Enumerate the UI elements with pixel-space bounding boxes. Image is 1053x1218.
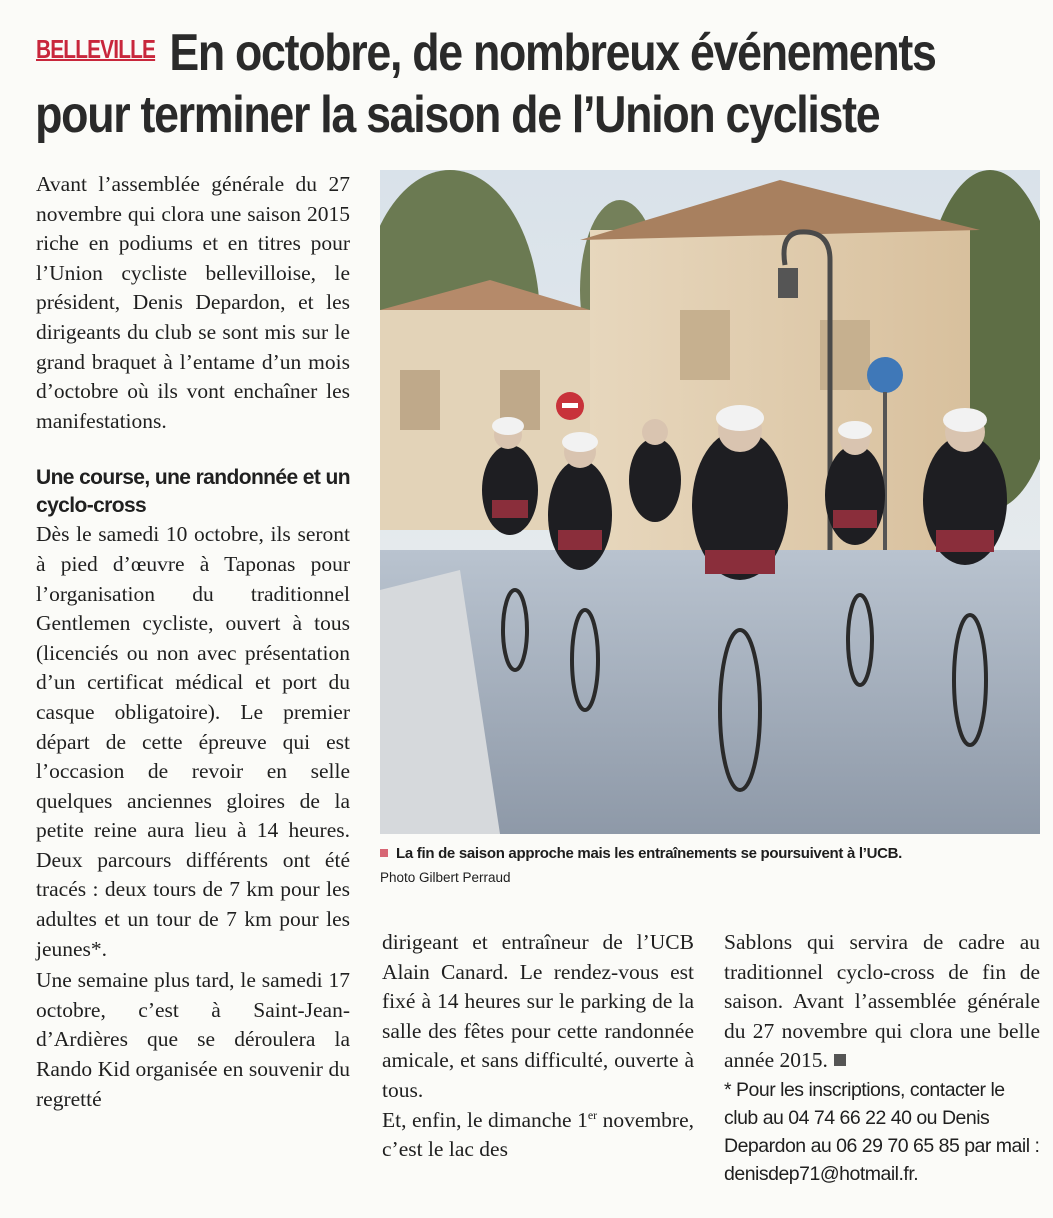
headline: [30, 22, 1040, 146]
body-paragraph-1: Dès le samedi 10 octobre, ils seront à pied d’œuvre à Taponas pour l’organisation du traditionnel Gentlemen cycliste, ouvert à tous (licenciés ou non avec présentation d’un certificat médical et port du casque obligatoire). Le premier départ de cette épreuve qui est l’occasion de revoir en selle quelques anciennes gloires de la petite reine aura lieu à 14 heures. Deux parcours différents ont été tracés : deux tours de 7 km pour les adultes et un tour de 7 km pour les jeunes*.: [36, 522, 350, 961]
headline-line-1: En octobre, de nombreux événements: [169, 24, 936, 82]
column-1: [36, 170, 350, 1114]
col2-paragraph-2: [382, 1106, 694, 1165]
caption-text-line: [380, 845, 902, 862]
body-paragraph-2: Une semaine plus tard, le samedi 17 octobre, c’est à Saint-Jean-d’Ardières que se déroulera la Rando Kid organisée en souvenir du regretté: [36, 968, 350, 1111]
photo-credit: Photo Gilbert Perraud: [380, 870, 511, 885]
col3-paragraph: [724, 928, 1040, 1076]
article-header: [30, 12, 1040, 152]
ordinal-suffix: er: [587, 1107, 598, 1122]
caption-text: La fin de saison approche mais les entraînements se poursuivent à l’UCB.: [396, 845, 903, 862]
subheading: Une course, une randonnée et un cyclo-cross: [36, 466, 350, 518]
col2-paragraph-1: dirigeant et entraîneur de l’UCB Alain Canard. Le rendez-vous est fixé à 14 heures sur le parking de la salle des fêtes pour cette randonnée amicale, et sans difficulté, ouverte à tous.: [382, 930, 694, 1102]
photo-caption: [380, 843, 1045, 889]
intro-paragraph: Avant l’assemblée générale du 27 novembre qui clora une saison 2015 riche en podiums et en titres pour l’Union cycliste bellevilloise, le président, Denis Depardon, et les dirigeants du club se sont mis sur le grand braquet à l’entame d’un mois d’octobre où ils vont enchaîner les manifestations.: [36, 172, 350, 433]
column-2: [382, 928, 694, 1165]
registration-note: * Pour les inscriptions, contacter le club au 04 74 66 22 40 ou Denis Depardon au 06 29 70 65 85 par mail : denisdep71@hotmail.fr.: [724, 1078, 1040, 1185]
caption-bullet-icon: [380, 849, 388, 857]
section-kicker: BELLEVILLE: [36, 34, 156, 64]
col2-text-b: novembre, c’est le lac des: [382, 1107, 695, 1162]
end-of-article-icon: [834, 1054, 846, 1066]
column-3: [724, 928, 1040, 1188]
cyclists-photo: [380, 170, 1040, 834]
photo-illustration: [380, 170, 1040, 834]
col2-text-a: Et, enfin, le dimanche 1: [382, 1107, 588, 1132]
col3-text: Sablons qui servira de cadre au traditionnel cyclo-cross de fin de saison. Avant l’assemblée générale du 27 novembre qui clora une belle année 2015.: [724, 930, 1040, 1073]
headline-line-2: pour terminer la saison de l’Union cycliste: [35, 86, 880, 144]
